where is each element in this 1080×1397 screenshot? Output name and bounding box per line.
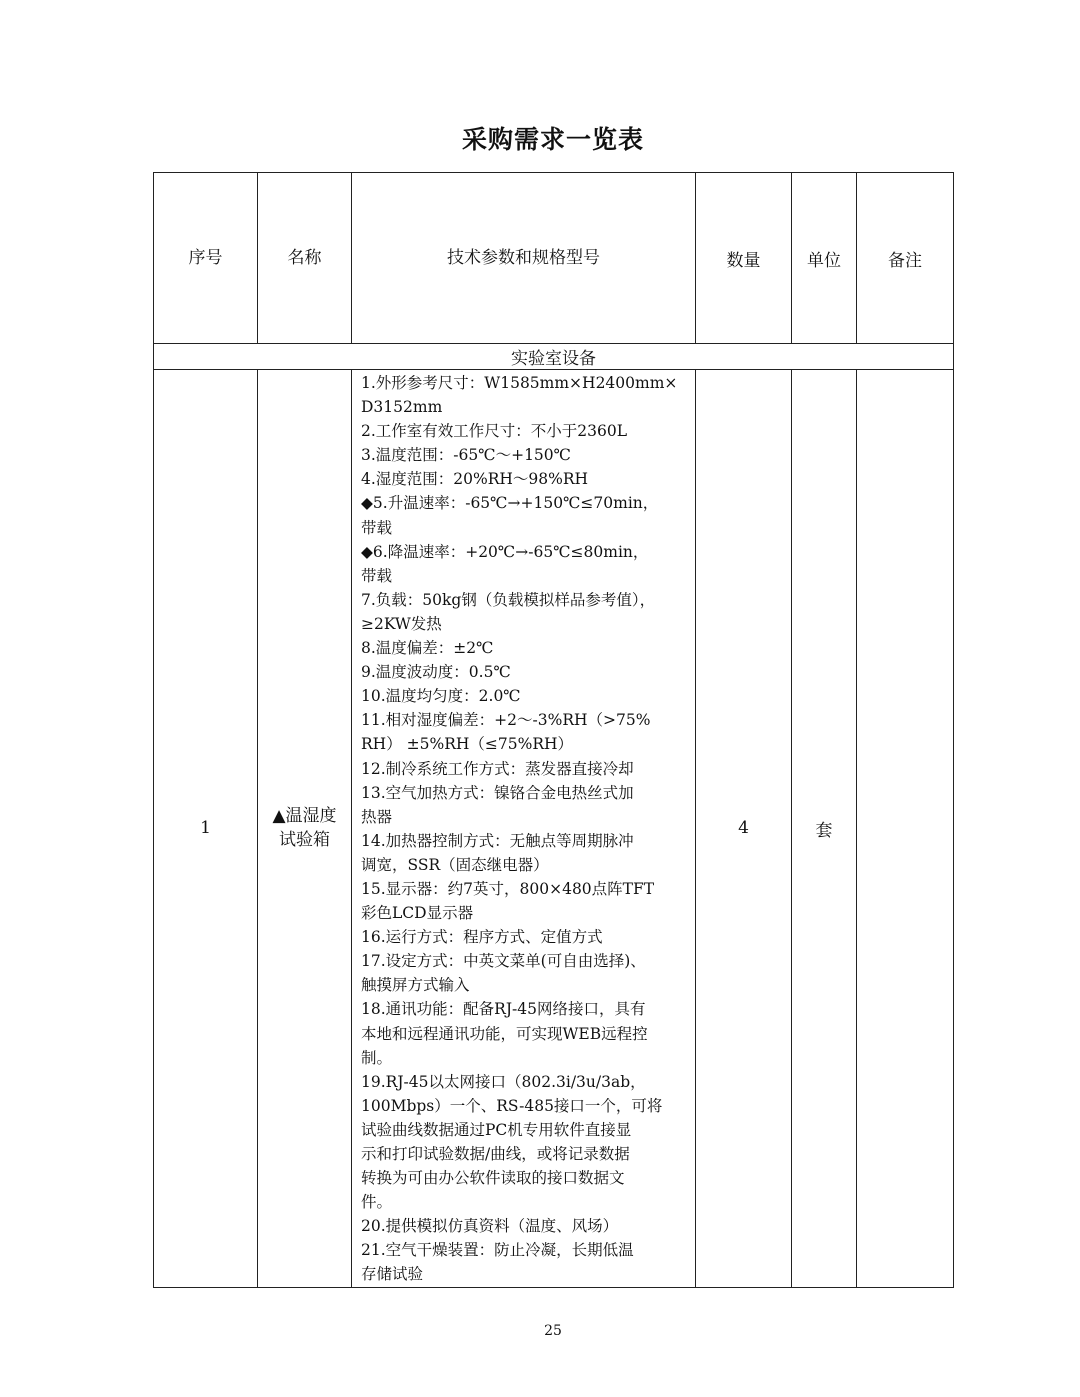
spec-line: 转换为可由办公软件读取的接口数据文 bbox=[361, 1169, 625, 1188]
row-name-line: ▲温湿度 bbox=[272, 806, 337, 827]
spec-line: 制。 bbox=[361, 1048, 393, 1067]
spec-line: 彩色LCD显示器 bbox=[361, 904, 474, 923]
row-unit: 套 bbox=[792, 370, 857, 1288]
spec-line: 15.显示器：约7英寸，800×480点阵TFT bbox=[361, 879, 655, 898]
spec-line: 试验曲线数据通过PC机专用软件直接显 bbox=[361, 1120, 632, 1139]
spec-line: 100Mbps）一个、RS-485接口一个，可将 bbox=[361, 1096, 663, 1115]
spec-line: 17.设定方式：中英文菜单(可自由选择)、 bbox=[361, 952, 646, 971]
row-name-line: 试验箱 bbox=[279, 830, 330, 851]
procurement-table bbox=[153, 172, 954, 1288]
header-unit: 单位 bbox=[792, 173, 857, 344]
spec-line: 存储试验 bbox=[361, 1265, 424, 1284]
spec-line: 9.温度波动度：0.5℃ bbox=[361, 663, 511, 682]
header-row bbox=[154, 173, 954, 344]
row-index: 1 bbox=[154, 370, 258, 1288]
spec-line: RH） ±5%RH（≤75%RH） bbox=[361, 735, 574, 754]
spec-line: 带载 bbox=[361, 518, 393, 537]
spec-line: 1.外形参考尺寸：W1585mm×H2400mm× bbox=[361, 374, 678, 392]
page-number: 25 bbox=[544, 1323, 562, 1339]
spec-line: 10.温度均匀度：2.0℃ bbox=[361, 687, 521, 706]
spec-line: 本地和远程通讯功能，可实现WEB远程控 bbox=[361, 1024, 648, 1043]
spec-line: 13.空气加热方式：镍铬合金电热丝式加 bbox=[361, 783, 634, 802]
spec-line: 热器 bbox=[361, 807, 393, 826]
header-spec: 技术参数和规格型号 bbox=[352, 173, 696, 344]
header-quantity: 数量 bbox=[696, 173, 792, 344]
header-name: 名称 bbox=[258, 173, 352, 344]
spec-line: ≥2KW发热 bbox=[361, 614, 442, 633]
spec-line: 带载 bbox=[361, 566, 393, 585]
spec-line: ◆6.降温速率：+20℃→-65℃≤80min， bbox=[361, 542, 649, 561]
spec-line: 21.空气干燥装置：防止冷凝，长期低温 bbox=[361, 1241, 634, 1260]
section-title: 实验室设备 bbox=[154, 344, 954, 370]
spec-line: 16.运行方式：程序方式、定值方式 bbox=[361, 928, 603, 947]
section-row bbox=[154, 344, 954, 370]
spec-line: 触摸屏方式输入 bbox=[361, 976, 470, 995]
spec-line: D3152mm bbox=[361, 398, 443, 417]
spec-line: 20.提供模拟仿真资料（温度、风场） bbox=[361, 1217, 619, 1236]
row-spec bbox=[352, 370, 696, 1288]
spec-line: 18.通讯功能：配备RJ-45网络接口，具有 bbox=[361, 1000, 646, 1019]
header-remarks: 备注 bbox=[857, 173, 954, 344]
header-index: 序号 bbox=[154, 173, 258, 344]
spec-line: 8.温度偏差：±2℃ bbox=[361, 639, 494, 658]
spec-line: 调宽，SSR（固态继电器） bbox=[361, 855, 549, 874]
spec-line: 3.温度范围：-65℃～+150℃ bbox=[361, 446, 571, 465]
page-title: 采购需求一览表 bbox=[461, 125, 644, 154]
row-remarks bbox=[857, 370, 954, 1288]
spec-line: 19.RJ-45以太网接口（802.3i/3u/3ab， bbox=[361, 1072, 646, 1091]
spec-line: 4.湿度范围：20%RH～98%RH bbox=[361, 470, 589, 489]
spec-line: 11.相对湿度偏差：+2～-3%RH（>75% bbox=[361, 711, 651, 730]
spec-line: 7.负载：50kg钢（负载模拟样品参考值）， bbox=[361, 590, 656, 609]
spec-line: 2.工作室有效工作尺寸：不小于2360L bbox=[361, 422, 628, 441]
spec-line: 12.制冷系统工作方式：蒸发器直接冷却 bbox=[361, 759, 634, 778]
spec-line: 件。 bbox=[361, 1193, 393, 1212]
row-name bbox=[258, 370, 352, 1288]
table-row bbox=[154, 370, 954, 1288]
spec-line: 14.加热器控制方式：无触点等周期脉冲 bbox=[361, 831, 634, 850]
spec-line: 示和打印试验数据/曲线，或将记录数据 bbox=[361, 1145, 630, 1163]
spec-line: ◆5.升温速率：-65℃→+150℃≤70min， bbox=[361, 494, 659, 513]
row-quantity: 4 bbox=[696, 370, 792, 1288]
